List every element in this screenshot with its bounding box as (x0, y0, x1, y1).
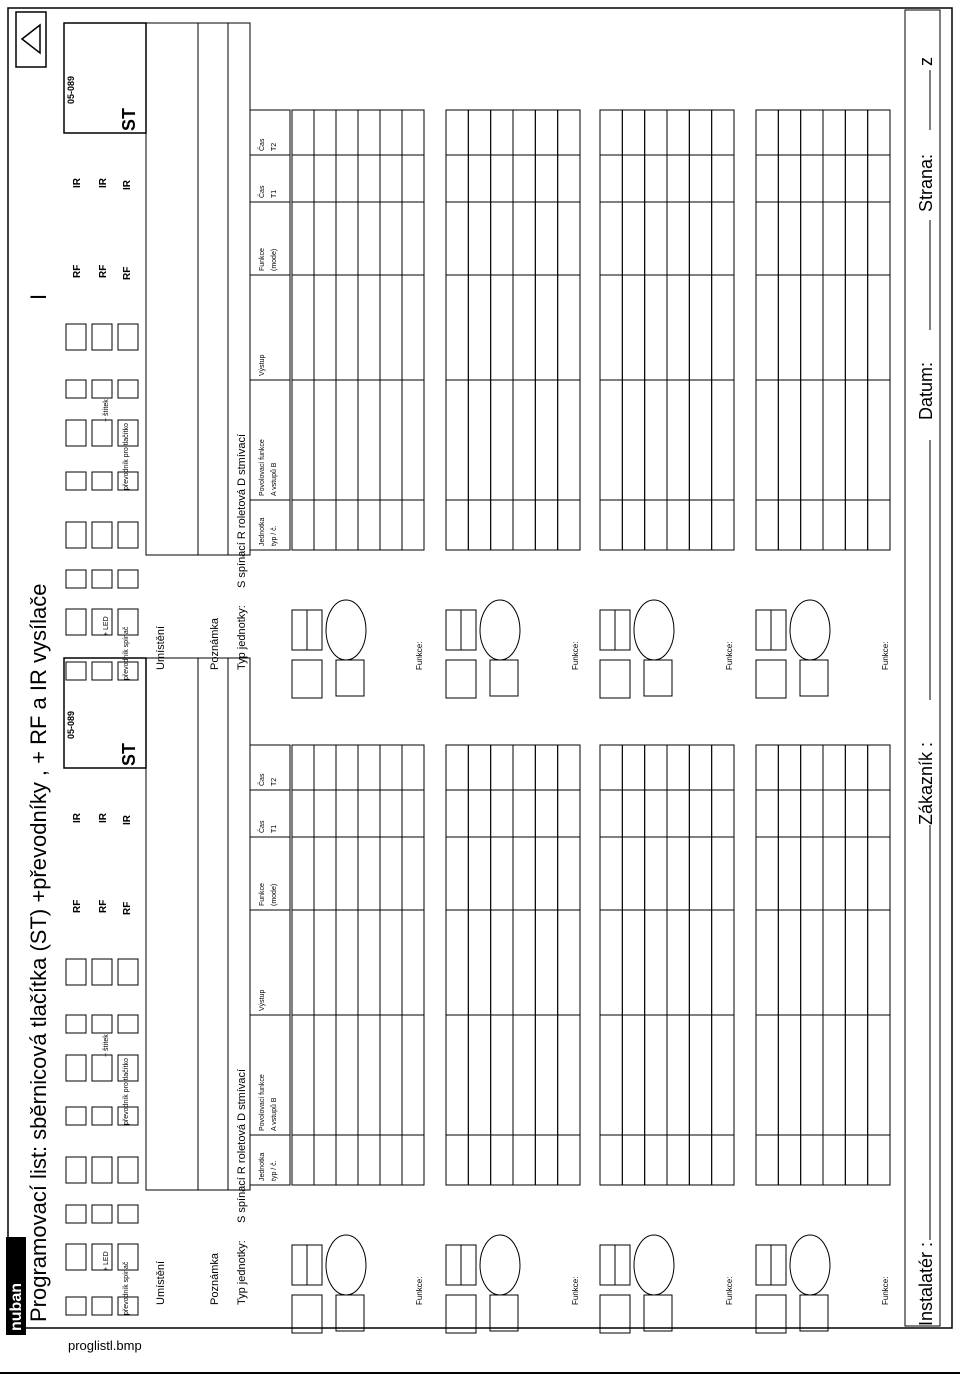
column-subtitle: T1 (271, 824, 278, 833)
page-of-label: z (916, 57, 936, 66)
table-group (600, 110, 734, 698)
table-row (756, 745, 778, 1185)
rf-label: RF (72, 264, 83, 278)
location-box (146, 658, 198, 1190)
button-icon (292, 660, 322, 698)
group-function-label: Funkce: (881, 1276, 890, 1305)
column-subtitle: A vstupů B (271, 462, 278, 496)
ir-label: IR (98, 178, 109, 188)
unit-type-values: S spínací R roletová D stmívací (236, 1068, 248, 1223)
device-icons (292, 600, 366, 698)
keypad-icon (336, 660, 364, 696)
table-group (446, 745, 580, 1333)
module-icon-body (92, 1055, 112, 1081)
remote-icon (634, 1235, 674, 1295)
code-label: 05-089 (66, 75, 76, 104)
ir-label: IR (72, 178, 83, 188)
column-subtitle: typ / č. (271, 1160, 278, 1181)
option-checkbox (92, 380, 112, 398)
module-icon-body (118, 959, 138, 985)
remote-icon (326, 1235, 366, 1295)
column-header (250, 790, 290, 837)
option-checkbox (92, 1297, 112, 1315)
module-icon (92, 959, 112, 985)
unit-type-label: Typ jednotky: (236, 605, 248, 670)
column-subtitle: (mode) (271, 883, 278, 906)
option-checkbox (92, 662, 112, 680)
module-icon (118, 522, 138, 548)
table-row (689, 110, 711, 550)
group-function-label: Funkce: (415, 641, 424, 670)
module-icon (66, 420, 86, 446)
ir-label: IR (72, 813, 83, 823)
table-row (622, 110, 644, 550)
note-label: Poznámka (209, 618, 221, 670)
title-mark: I (26, 293, 51, 300)
ir-label: IR (98, 813, 109, 823)
column-title: Funkce (259, 248, 266, 271)
module-icon-body (66, 522, 86, 548)
group-function-label: Funkce: (571, 1276, 580, 1305)
ir-label: IR (122, 180, 133, 190)
column-title: Čas (259, 773, 266, 786)
module-icon-body (66, 420, 86, 446)
column-title: Výstup (259, 989, 266, 1011)
led-label: + LED (103, 1251, 110, 1271)
table-row (712, 745, 734, 1185)
table-row (513, 110, 535, 550)
page-label: Strana: (916, 153, 936, 212)
table-group (600, 745, 734, 1333)
table-group (292, 110, 424, 698)
module-icon-body (66, 609, 86, 635)
option-checkbox (66, 662, 86, 680)
table-row (380, 110, 402, 550)
device-icons (446, 600, 520, 698)
code-label: 05-089 (66, 710, 76, 739)
module-icon-body (66, 1157, 86, 1183)
option-checkbox (118, 380, 138, 398)
table-group (756, 745, 890, 1333)
option-checkbox (118, 1205, 138, 1223)
table-row (336, 745, 358, 1185)
module-icon-body (66, 1244, 86, 1270)
location-box (146, 23, 198, 555)
note-label: Poznámka (209, 1253, 221, 1305)
option-checkbox (92, 472, 112, 490)
panel-2 (64, 23, 890, 698)
option-checkbox (66, 472, 86, 490)
remote-icon (480, 600, 520, 660)
module-icon (92, 420, 112, 446)
option-checkbox (118, 1015, 138, 1033)
panel-1 (64, 658, 890, 1333)
device-icons (756, 1235, 830, 1333)
column-header (250, 202, 290, 275)
table-row (292, 110, 314, 550)
table-row (468, 745, 490, 1185)
group-function-label: Funkce: (415, 1276, 424, 1305)
installer-label: Instalatér : (916, 1241, 936, 1326)
table-row (778, 745, 800, 1185)
button-icon (446, 660, 476, 698)
module-icon (92, 324, 112, 350)
group-function-label: Funkce: (725, 1276, 734, 1305)
device-icons (756, 600, 830, 698)
column-subtitle: (mode) (271, 248, 278, 271)
group-function-label: Funkce: (725, 641, 734, 670)
table-row (845, 745, 867, 1185)
option-checkbox (66, 570, 86, 588)
column-subtitle: T1 (271, 189, 278, 198)
table-row (868, 745, 890, 1185)
column-title: Povolovací funkce (259, 439, 266, 496)
column-title: Čas (259, 820, 266, 833)
table-row (600, 745, 622, 1185)
column-subtitle: typ / č. (271, 525, 278, 546)
note-box (198, 23, 228, 555)
note-box (198, 658, 228, 1190)
house-icon-frame (16, 12, 46, 67)
remote-icon (634, 600, 674, 660)
module-icon-body (92, 324, 112, 350)
date-label: Datum: (916, 361, 936, 420)
bottom-rule (0, 1372, 960, 1374)
column-header (250, 910, 290, 1015)
customer-label: Zákazník : (916, 741, 936, 825)
table-row (535, 745, 557, 1185)
remote-icon (790, 1235, 830, 1295)
rf-label: RF (98, 899, 109, 913)
table-row (491, 745, 513, 1185)
table-row (756, 110, 778, 550)
table-row (380, 745, 402, 1185)
column-header (250, 1135, 290, 1185)
module-icon (92, 1157, 112, 1183)
column-title: Povolovací funkce (259, 1074, 266, 1131)
option-checkbox (118, 570, 138, 588)
table-row (314, 110, 336, 550)
rf-label: RF (122, 266, 133, 280)
table-row (801, 110, 823, 550)
column-header (250, 745, 290, 790)
table-row (868, 110, 890, 550)
table-row (689, 745, 711, 1185)
logo (6, 1237, 26, 1335)
option-checkbox (66, 1107, 86, 1125)
option-checkbox (66, 1297, 86, 1315)
column-header (250, 380, 290, 500)
table-row (446, 745, 468, 1185)
table-row (645, 110, 667, 550)
table-row (513, 745, 535, 1185)
table-row (823, 745, 845, 1185)
module-icon-body (66, 959, 86, 985)
table-row (778, 110, 800, 550)
table-group (446, 110, 580, 698)
logo-text: nuban (8, 1283, 25, 1331)
plate-label: + štítek (103, 399, 110, 422)
table-row (600, 110, 622, 550)
module-icon (92, 1055, 112, 1081)
module-icon-body (92, 420, 112, 446)
plate-label: + štítek (103, 1034, 110, 1057)
keypad-icon (800, 1295, 828, 1331)
module-icon (118, 959, 138, 985)
ir-label: IR (122, 815, 133, 825)
converter-button-label: převodník pro tlačítko (123, 1058, 130, 1125)
module-icon (66, 959, 86, 985)
module-icon-body (66, 324, 86, 350)
table-row (358, 110, 380, 550)
table-row (645, 745, 667, 1185)
table-row (402, 745, 424, 1185)
table-group (756, 110, 890, 698)
module-icon-body (92, 959, 112, 985)
converter-switch-label: převodník spínač (123, 1261, 130, 1315)
device-icons (600, 1235, 674, 1333)
module-icon (66, 1055, 86, 1081)
keypad-icon (800, 660, 828, 696)
table-row (446, 110, 468, 550)
option-checkbox (66, 1205, 86, 1223)
file-caption: proglistl.bmp (68, 1338, 142, 1353)
column-header (250, 110, 290, 155)
group-function-label: Funkce: (571, 641, 580, 670)
column-header (250, 500, 290, 550)
table-row (292, 745, 314, 1185)
house-icon-glyph (22, 25, 40, 53)
option-checkbox (66, 1015, 86, 1033)
location-label: Umístění (155, 1260, 167, 1305)
column-title: Funkce (259, 883, 266, 906)
table-row (358, 745, 380, 1185)
keypad-icon (644, 1295, 672, 1331)
module-icon-body (92, 1157, 112, 1183)
keypad-icon (336, 1295, 364, 1331)
option-checkbox (66, 380, 86, 398)
unit-type-values: S spínací R roletová D stmívací (236, 433, 248, 588)
option-checkbox (92, 1205, 112, 1223)
sheet-frame (8, 8, 952, 1328)
remote-icon (326, 600, 366, 660)
rf-label: RF (122, 901, 133, 915)
column-title: Čas (259, 185, 266, 198)
led-label: + LED (103, 616, 110, 636)
st-label: ST (119, 742, 139, 766)
keypad-icon (644, 660, 672, 696)
module-icon (66, 1244, 86, 1270)
column-header (250, 1015, 290, 1135)
unit-type-label: Typ jednotky: (236, 1240, 248, 1305)
table-row (402, 110, 424, 550)
module-icon-body (118, 522, 138, 548)
module-icon (66, 324, 86, 350)
table-group (292, 745, 424, 1333)
column-title: Jednotka (259, 1152, 266, 1181)
table-row (622, 745, 644, 1185)
house-icon (16, 12, 46, 67)
column-header (250, 837, 290, 910)
option-checkbox (92, 1107, 112, 1125)
table-row (468, 110, 490, 550)
column-title: Čas (259, 138, 266, 151)
remote-icon (790, 600, 830, 660)
module-icon-body (92, 522, 112, 548)
option-checkbox (92, 570, 112, 588)
table-row (667, 110, 689, 550)
module-icon (118, 1157, 138, 1183)
table-row (712, 110, 734, 550)
table-row (558, 745, 580, 1185)
converter-button-label: převodník pro tlačítko (123, 423, 130, 490)
rf-label: RF (98, 264, 109, 278)
device-icons (600, 600, 674, 698)
table-row (491, 110, 513, 550)
device-icons (446, 1235, 520, 1333)
column-subtitle: A vstupů B (271, 1097, 278, 1131)
module-icon-body (118, 324, 138, 350)
module-icon-body (118, 1157, 138, 1183)
column-subtitle: T2 (271, 142, 278, 151)
group-function-label: Funkce: (881, 641, 890, 670)
table-row (535, 110, 557, 550)
module-icon (118, 324, 138, 350)
sheet-title: Programovací list: sběrnicová tlačítka (ST) +převodníky , + RF a IR vysílače (26, 583, 51, 1322)
rf-label: RF (72, 899, 83, 913)
table-row (558, 110, 580, 550)
table-row (823, 110, 845, 550)
button-icon (600, 660, 630, 698)
keypad-icon (490, 660, 518, 696)
table-row (845, 110, 867, 550)
column-header (250, 275, 290, 380)
option-checkbox (92, 1015, 112, 1033)
keypad-icon (490, 1295, 518, 1331)
module-icon-body (66, 1055, 86, 1081)
module-icon (66, 1157, 86, 1183)
module-icon (66, 522, 86, 548)
column-title: Jednotka (259, 517, 266, 546)
converter-switch-label: převodník spínač (123, 626, 130, 680)
column-title: Výstup (259, 354, 266, 376)
column-header (250, 155, 290, 202)
module-icon (66, 609, 86, 635)
st-label: ST (119, 107, 139, 131)
table-row (336, 110, 358, 550)
remote-icon (480, 1235, 520, 1295)
device-icons (292, 1235, 366, 1333)
table-row (801, 745, 823, 1185)
module-icon (92, 522, 112, 548)
table-row (667, 745, 689, 1185)
column-subtitle: T2 (271, 777, 278, 786)
button-icon (756, 660, 786, 698)
location-label: Umístění (155, 625, 167, 670)
table-row (314, 745, 336, 1185)
